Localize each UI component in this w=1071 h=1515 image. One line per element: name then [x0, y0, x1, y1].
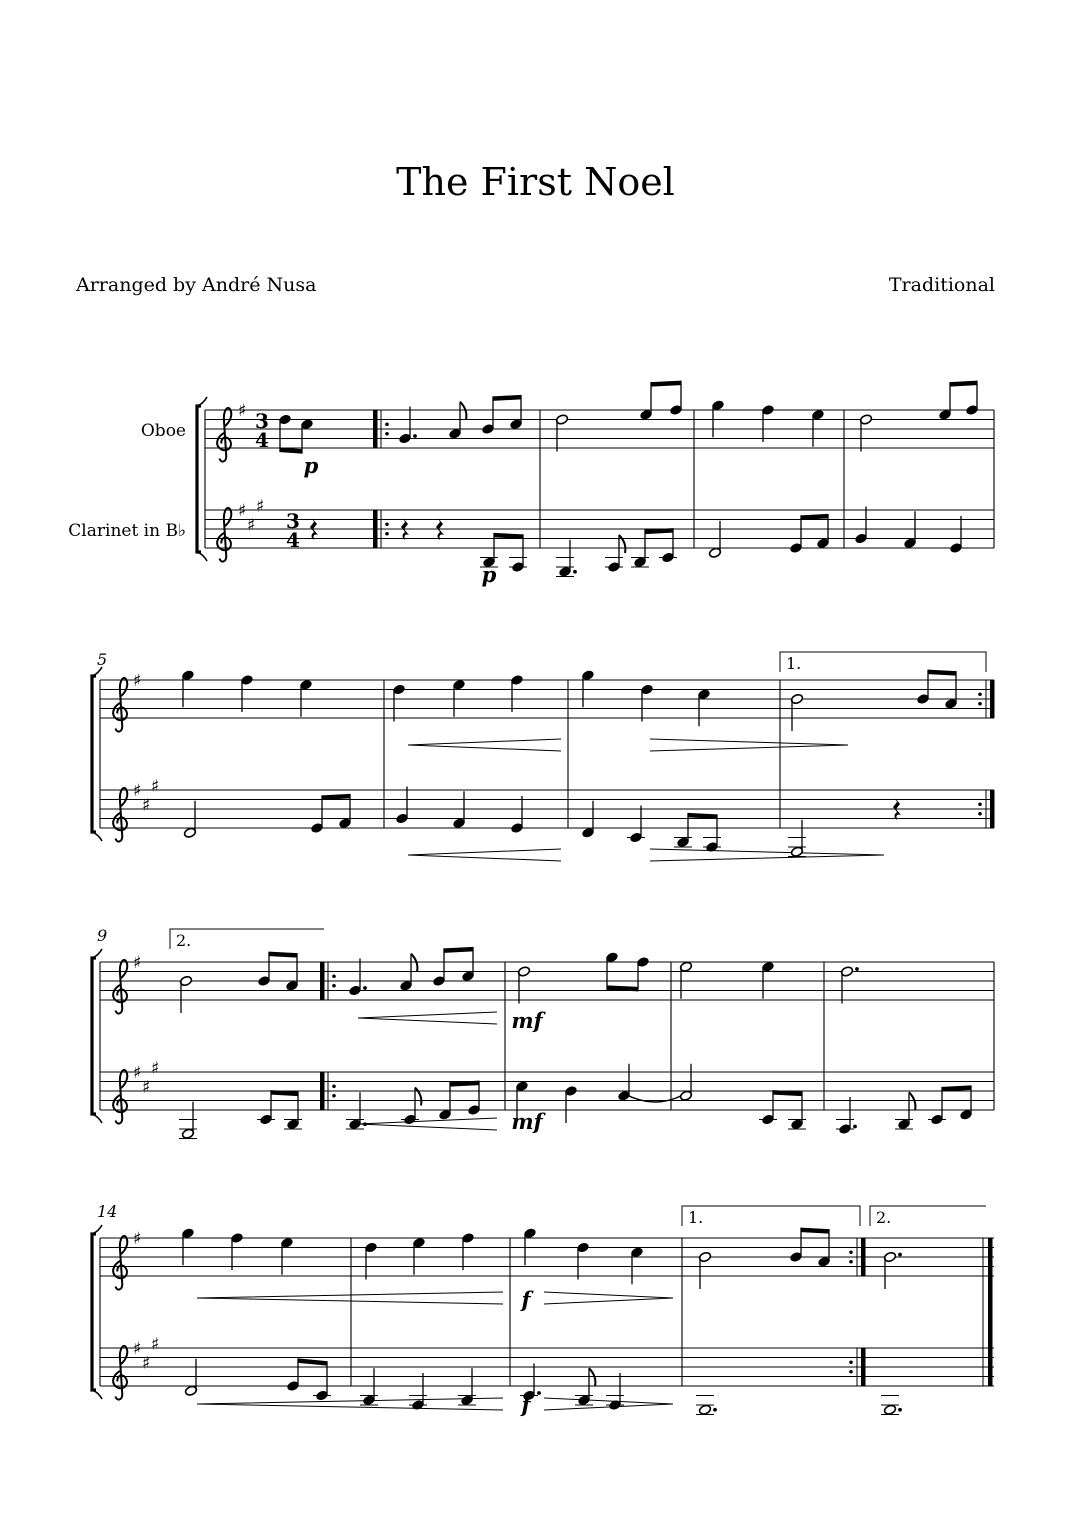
- key-sharp-icon: ♯: [238, 401, 247, 421]
- bracket-hook: [92, 1114, 102, 1123]
- augmentation-dot: [853, 1125, 857, 1129]
- beam: [493, 395, 521, 401]
- key-sharp-icon: ♯: [133, 781, 142, 801]
- crescendo-hairpin: [408, 739, 561, 751]
- treble-clef-icon: [113, 1236, 127, 1290]
- volta-label: 2.: [876, 1208, 892, 1227]
- bracket-hook: [92, 949, 102, 958]
- beam: [928, 670, 956, 676]
- notehead: [883, 1404, 896, 1415]
- key-sharp-icon: ♯: [151, 776, 160, 797]
- beam: [950, 381, 977, 387]
- key-sharp-icon: ♯: [247, 515, 256, 536]
- thick-barline: [861, 1348, 866, 1386]
- system-bracket: [92, 958, 96, 1114]
- note-flag: [415, 1088, 421, 1106]
- key-sharp-icon: ♯: [133, 1339, 142, 1359]
- treble-clef-icon: [113, 678, 127, 732]
- note-flag: [411, 954, 417, 972]
- dynamic-mf: mf: [511, 1109, 543, 1134]
- repeat-dot: [385, 532, 389, 536]
- crescendo-hairpin: [197, 1292, 503, 1304]
- volta-label: 1.: [688, 1208, 704, 1227]
- time-signature-top: 3: [255, 409, 269, 433]
- thick-barline: [990, 680, 995, 718]
- repeat-dot: [849, 1250, 853, 1254]
- system-bracket: [197, 406, 201, 552]
- thick-barline: [320, 962, 325, 1000]
- key-sharp-icon: ♯: [133, 1063, 142, 1083]
- augmentation-dot: [898, 1408, 902, 1412]
- beam: [942, 1085, 971, 1091]
- augmentation-dot: [855, 967, 859, 971]
- beam: [280, 448, 302, 454]
- key-sharp-icon: ♯: [151, 1058, 160, 1079]
- note-flag: [619, 535, 625, 553]
- key-sharp-icon: ♯: [142, 1353, 151, 1374]
- thick-barline: [373, 510, 378, 548]
- arranger-credit: Arranged by André Nusa: [76, 274, 317, 296]
- system-bracket: [92, 676, 96, 832]
- treble-clef-icon: [113, 960, 127, 1014]
- repeat-dot: [332, 1084, 336, 1088]
- dynamic-p: p: [303, 453, 319, 478]
- thick-barline: [990, 790, 995, 828]
- key-sharp-icon: ♯: [133, 953, 142, 973]
- decrescendo-hairpin: [544, 1292, 673, 1304]
- decrescendo-hairpin: [650, 739, 848, 751]
- measure-number: 5: [97, 650, 108, 669]
- bracket-hook: [92, 1390, 102, 1399]
- final-barline: [988, 1238, 993, 1386]
- time-signature-top: 3: [286, 509, 300, 533]
- dynamic-f: f: [521, 1392, 531, 1417]
- treble-clef-icon: [217, 508, 231, 562]
- volta-label: 1.: [786, 654, 802, 673]
- notehead: [698, 1404, 711, 1415]
- time-signature-bottom: 4: [286, 528, 300, 552]
- augmentation-dot: [713, 1408, 717, 1412]
- volta-bracket: [682, 1206, 860, 1226]
- note-flag: [589, 1368, 595, 1386]
- beam: [801, 514, 828, 520]
- augmentation-dot: [413, 434, 417, 438]
- repeat-dot: [978, 702, 982, 706]
- bracket-hook: [197, 397, 207, 406]
- repeat-dot: [385, 522, 389, 526]
- crescendo-hairpin: [358, 1012, 497, 1024]
- dynamic-p: p: [481, 562, 497, 587]
- page-title: The First Noel: [396, 160, 675, 204]
- bracket-hook: [92, 832, 102, 841]
- bracket-hook: [92, 1225, 102, 1234]
- repeat-dot: [978, 812, 982, 816]
- thick-barline: [373, 410, 378, 448]
- measure-number: 9: [97, 926, 108, 945]
- beam: [298, 1358, 327, 1365]
- key-sharp-icon: ♯: [238, 501, 247, 521]
- crescendo-hairpin: [408, 849, 561, 861]
- augmentation-dot: [363, 986, 367, 990]
- repeat-dot: [978, 692, 982, 696]
- treble-clef-icon: [113, 788, 127, 842]
- repeat-dot: [332, 1094, 336, 1098]
- key-sharp-icon: ♯: [133, 671, 142, 691]
- beam: [269, 952, 297, 958]
- system-bracket: [92, 1234, 96, 1390]
- thick-barline: [320, 1072, 325, 1110]
- repeat-dot: [385, 432, 389, 436]
- composer-credit: Traditional: [888, 274, 995, 296]
- crescendo-hairpin: [358, 1118, 497, 1130]
- volta-label: 2.: [176, 931, 192, 950]
- repeat-dot: [332, 974, 336, 978]
- augmentation-dot: [898, 1253, 902, 1257]
- repeat-dot: [849, 1370, 853, 1374]
- repeat-dot: [332, 984, 336, 988]
- key-sharp-icon: ♯: [133, 1229, 142, 1249]
- beam: [444, 947, 473, 953]
- volta-bracket: [780, 652, 986, 672]
- treble-clef-icon: [113, 1070, 127, 1124]
- instrument-name-clarinet: Clarinet in B♭: [68, 521, 186, 541]
- beam: [688, 813, 717, 819]
- repeat-dot: [978, 802, 982, 806]
- beam: [322, 794, 350, 800]
- key-sharp-icon: ♯: [142, 1077, 151, 1098]
- measure-number: 14: [97, 1202, 118, 1221]
- dynamic-f: f: [521, 1287, 531, 1312]
- repeat-dot: [849, 1360, 853, 1364]
- note-flag: [460, 402, 466, 420]
- key-sharp-icon: ♯: [142, 795, 151, 816]
- repeat-dot: [385, 422, 389, 426]
- volta-bracket: [170, 929, 324, 949]
- treble-clef-icon: [217, 408, 231, 462]
- beam: [801, 1228, 829, 1234]
- time-signature-bottom: 4: [255, 428, 269, 452]
- repeat-dot: [849, 1260, 853, 1264]
- augmentation-dot: [537, 1391, 541, 1395]
- decrescendo-hairpin: [544, 1398, 673, 1410]
- bracket-hook: [197, 552, 207, 561]
- key-sharp-icon: ♯: [256, 496, 265, 517]
- dynamic-mf: mf: [511, 1008, 543, 1033]
- decrescendo-hairpin: [650, 849, 884, 861]
- note-flag: [909, 1092, 915, 1110]
- beam: [494, 533, 523, 539]
- augmentation-dot: [573, 570, 577, 574]
- beam: [651, 381, 681, 387]
- treble-clef-icon: [113, 1346, 127, 1400]
- instrument-name-oboe: Oboe: [140, 421, 186, 441]
- key-sharp-icon: ♯: [151, 1334, 160, 1355]
- crescendo-hairpin: [197, 1398, 503, 1410]
- thick-barline: [861, 1238, 866, 1276]
